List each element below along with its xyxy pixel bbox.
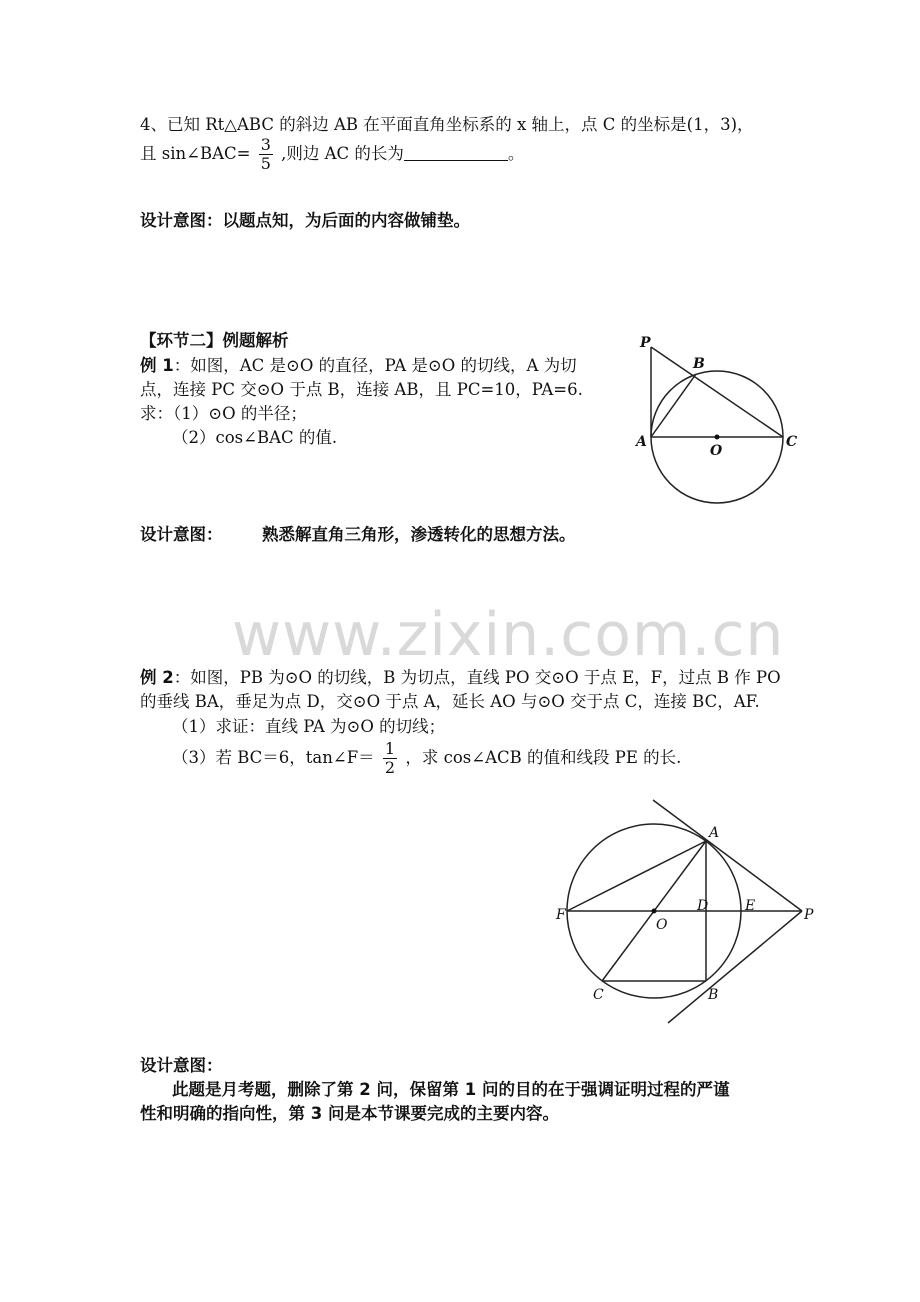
example2-q3-pre: （3）若 BC＝6，tan∠F＝ [172, 748, 375, 767]
example2-q3 [172, 740, 681, 777]
q4-line1: 4、已知 Rt△ABC 的斜边 AB 在平面直角坐标系的 x 轴上，点 C 的坐标是(1，3)， [140, 115, 754, 134]
q4-frac-den: 5 [260, 154, 271, 173]
design-intent-1: 设计意图：以题点知，为后面的内容做铺垫。 [140, 211, 470, 230]
watermark: www.zixin.com.cn [232, 600, 785, 670]
example2-fraction [383, 740, 397, 777]
q4-line2-end: 。 [507, 144, 525, 163]
example2-q3-post: ，求 cos∠ACB 的值和线段 PE 的长. [405, 748, 682, 767]
example1-label: 例 1 [140, 356, 174, 375]
example2-text1: ：如图，PB 为⊙O 的切线，B 为切点，直线 PO 交⊙O 于点 E，F，过点 B 作 PO [173, 668, 781, 687]
tangent-line-pa [653, 800, 802, 911]
q4-frac-num: 3 [260, 135, 271, 154]
label-o-2: O [656, 917, 668, 933]
label-c: C [786, 434, 798, 450]
label-p-2: P [804, 907, 814, 923]
example1-line1 [140, 354, 577, 378]
label-c-2: C [593, 987, 604, 1003]
design-intent-3-line1: 此题是月考题，删除了第 2 问，保留第 1 问的目的在于强调证明过程的严谨 [172, 1080, 730, 1099]
example2-line2: 的垂线 BA，垂足为点 D，交⊙O 于点 A，延长 AO 与⊙O 交于点 C，连接 BC，AF. [140, 692, 760, 711]
answer-blank[interactable] [404, 144, 508, 161]
example2-frac-den: 2 [384, 758, 396, 777]
q4-line2 [140, 136, 524, 173]
example2-line1 [140, 666, 781, 690]
example2-label: 例 2 [140, 668, 174, 687]
example2-frac-num: 1 [384, 739, 396, 758]
label-a-2: A [709, 825, 720, 841]
figure-1 [630, 330, 810, 510]
center-point [715, 435, 720, 440]
label-b-2: B [708, 987, 719, 1003]
center-point-2 [652, 909, 657, 914]
section-heading: 【环节二】例题解析 [140, 331, 289, 350]
label-a: A [636, 434, 647, 450]
tangent-line-pb [668, 911, 802, 1023]
design-intent-2-text: 熟悉解直角三角形，渗透转化的思想方法。 [262, 525, 576, 544]
q4-line2-pre: 且 sin∠BAC= [140, 144, 251, 163]
segment-ab [651, 374, 696, 437]
label-o: O [710, 443, 723, 459]
example1-line2: 点，连接 PC 交⊙O 于点 B，连接 AB，且 PC=10，PA=6. [140, 380, 583, 399]
segment-pc [651, 347, 783, 437]
label-p: P [640, 335, 651, 351]
label-b: B [693, 356, 705, 372]
example1-q1: 求：（1）⊙O 的半径； [140, 404, 307, 423]
label-e: E [745, 898, 756, 914]
label-d: D [697, 898, 709, 914]
segment-af [567, 841, 706, 911]
design-intent-3-line2: 性和明确的指向性，第 3 问是本节课要完成的主要内容。 [140, 1104, 559, 1123]
design-intent-3-label: 设计意图： [140, 1056, 223, 1075]
design-intent-2-label: 设计意图： [140, 525, 223, 544]
figure-2 [540, 790, 830, 1030]
label-f: F [556, 907, 566, 923]
q4-fraction [259, 136, 273, 173]
example1-q2: （2）cos∠BAC 的值. [172, 428, 338, 447]
example2-q1: （1）求证：直线 PA 为⊙O 的切线； [172, 717, 446, 736]
example1-text1: ：如图，AC 是⊙O 的直径，PA 是⊙O 的切线，A 为切 [173, 356, 577, 375]
q4-line2-post: ,则边 AC 的长为 [281, 144, 404, 163]
